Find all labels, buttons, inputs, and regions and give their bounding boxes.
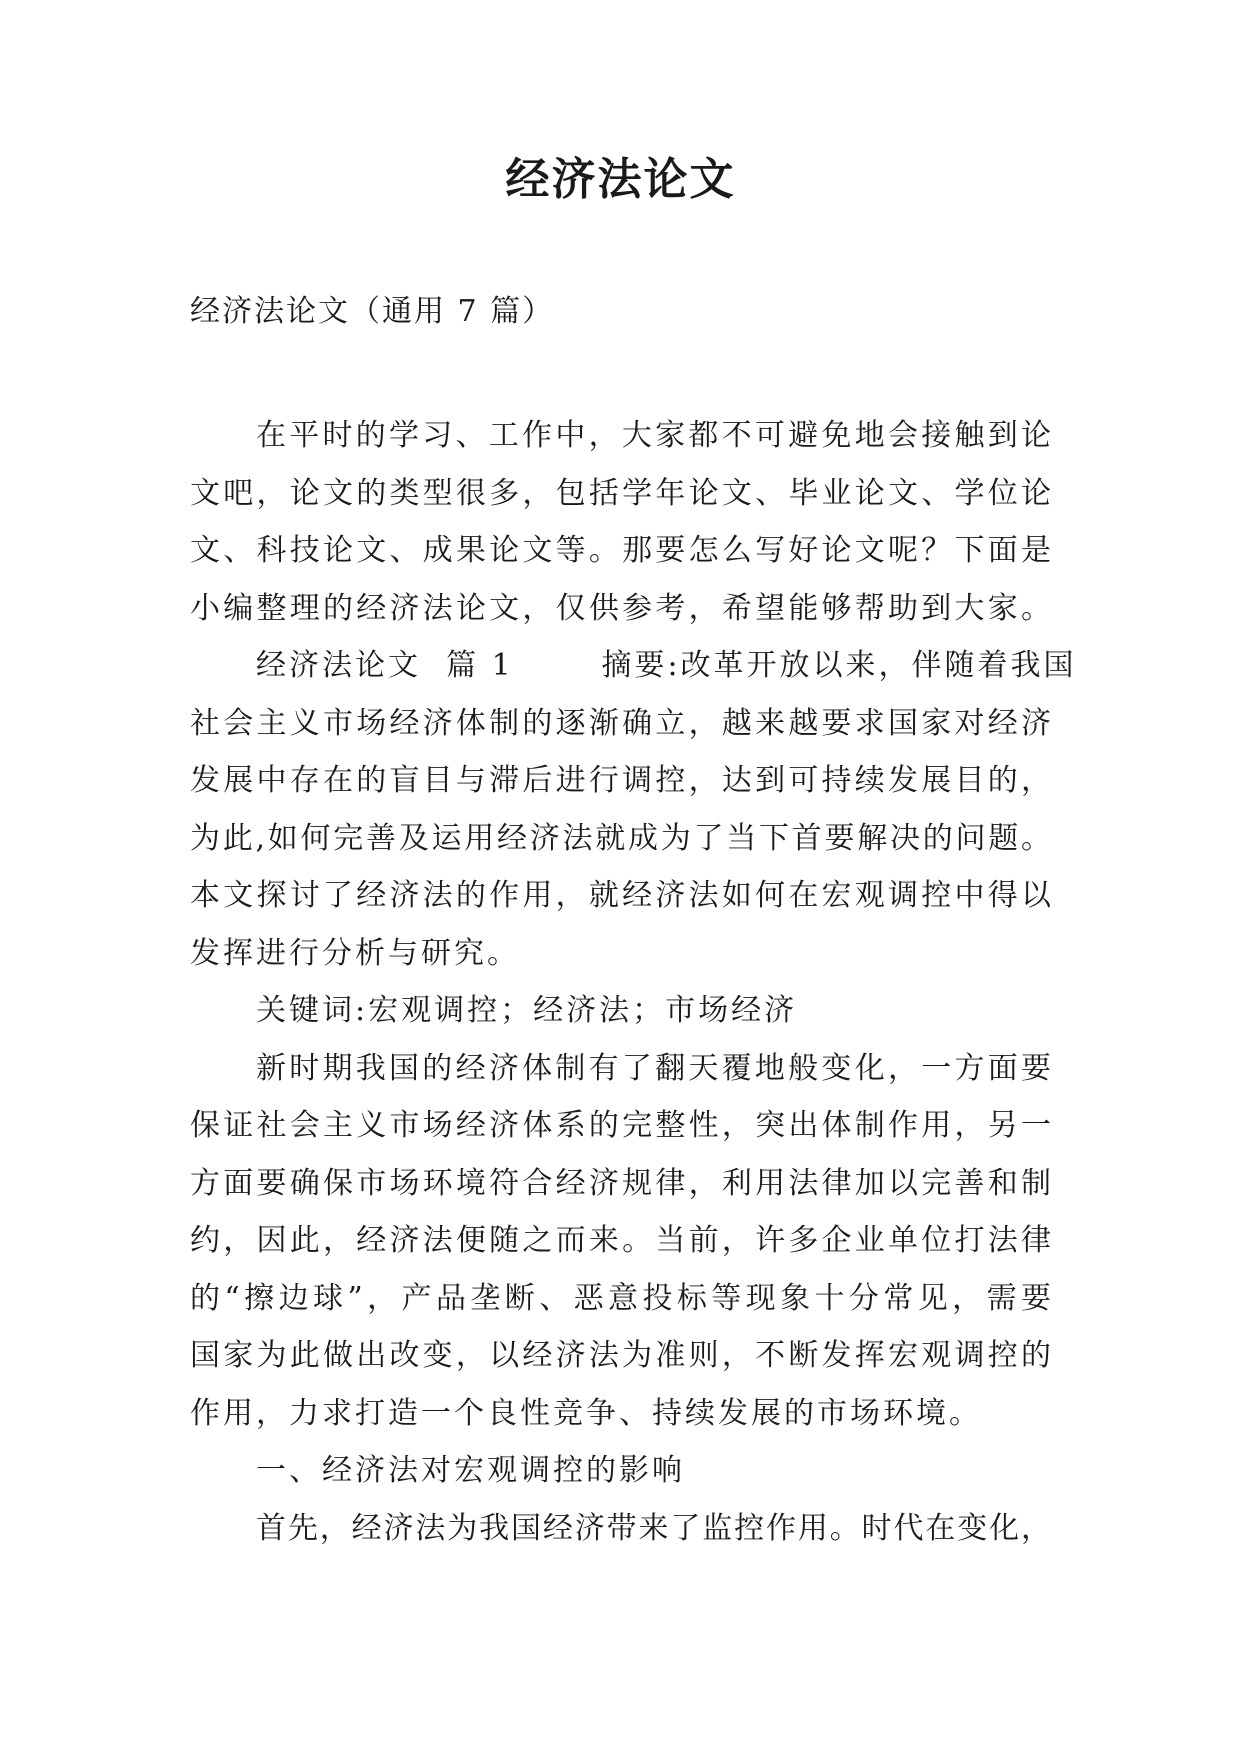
document-body <box>190 407 1077 1557</box>
body-line: 为此,如何完善及运用经济法就成为了当下首要解决的问题。 <box>190 820 1051 856</box>
body-line: 文、科技论文、成果论文等。那要怎么写好论文呢？下面是 <box>190 533 1051 568</box>
body-line: 约，因此，经济法便随之而来。当前，许多企业单位打法律 <box>190 1223 1051 1258</box>
body-line: 发挥进行分析与研究。 <box>190 935 520 971</box>
body-line: 小编整理的经济法论文，仅供参考，希望能够帮助到大家。 <box>190 590 1051 626</box>
body-line: 国家为此做出改变，以经济法为准则，不断发挥宏观调控的 <box>190 1338 1051 1373</box>
body-line: 在平时的学习、工作中，大家都不可避免地会接触到论 <box>256 418 1051 453</box>
document-subtitle: 经济法论文（通用 7 篇） <box>190 294 555 329</box>
body-line: 首先，经济法为我国经济带来了监控作用。时代在变化， <box>256 1510 1051 1546</box>
section-heading-line: 经济法论文 篇 1 摘要:改革开放以来，伴随着我国 <box>256 648 1077 683</box>
body-line: 作用，力求打造一个良性竞争、持续发展的市场环境。 <box>190 1395 982 1431</box>
keywords-line: 关键词:宏观调控；经济法；市场经济 <box>256 993 798 1028</box>
body-line: 本文探讨了经济法的作用，就经济法如何在宏观调控中得以 <box>190 878 1051 913</box>
document-title: 经济法论文 <box>505 154 736 205</box>
body-line: 文吧，论文的类型很多，包括学年论文、毕业论文、学位论 <box>190 475 1051 511</box>
body-line: 的“擦边球”，产品垄断、恶意投标等现象十分常见，需要 <box>190 1280 1051 1316</box>
body-line: 方面要确保市场环境符合经济规律，利用法律加以完善和制 <box>190 1165 1051 1201</box>
body-line: 发展中存在的盲目与滞后进行调控，达到可持续发展目的， <box>190 763 1051 798</box>
body-line: 社会主义市场经济体制的逐渐确立，越来越要求国家对经济 <box>190 705 1051 741</box>
body-line: 保证社会主义市场经济体系的完整性，突出体制作用，另一 <box>190 1108 1051 1143</box>
body-line: 新时期我国的经济体制有了翻天覆地般变化，一方面要 <box>256 1050 1051 1086</box>
section-heading: 一、经济法对宏观调控的影响 <box>256 1453 685 1488</box>
